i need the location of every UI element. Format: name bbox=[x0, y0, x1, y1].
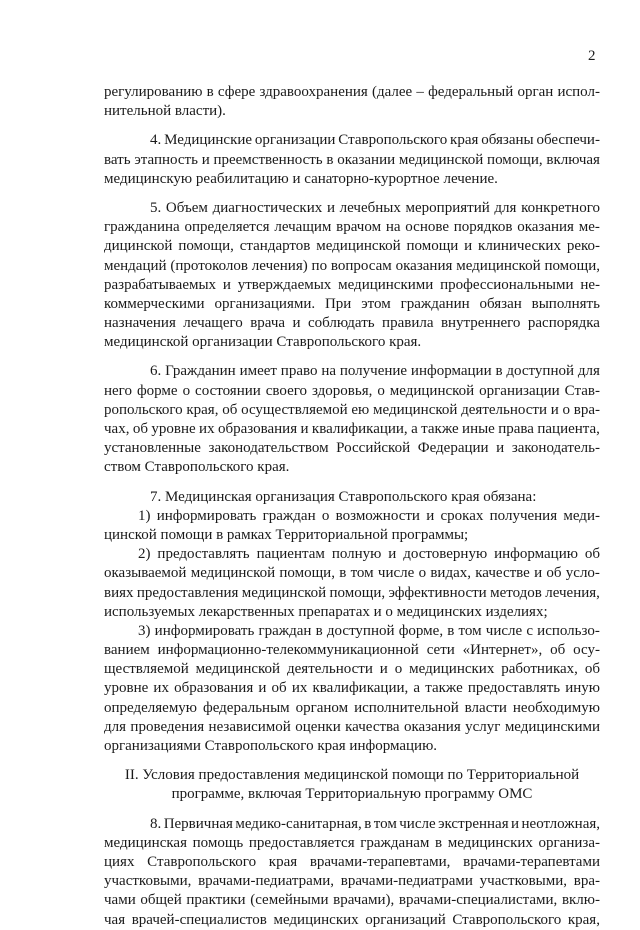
text-line: ропольского края, об осуществляемой ею медицинской деятельности и о вра- bbox=[104, 401, 600, 418]
text-line: нительной власти). bbox=[104, 103, 226, 120]
text-line: него форме о состоянии своего здоровья, о медицинской организации Став- bbox=[104, 382, 600, 399]
paragraph bbox=[104, 83, 600, 121]
text-line: 8. Первичная медико-санитарная, в том числе экстренная и неотложная, bbox=[150, 815, 600, 832]
text-line: цинской помощи в рамках Территориальной программы; bbox=[104, 526, 469, 543]
text-line: виях предоставления медицинской помощи, эффективности методов лечения, bbox=[104, 584, 600, 601]
text-line: установленные законодательством Российской Федерации и законодатель- bbox=[104, 440, 600, 457]
text-line: оказываемой медицинской помощи, в том числе о видах, качестве и об усло- bbox=[104, 565, 600, 582]
text-line: мендаций (протоколов лечения) по вопросам оказания медицинской помощи, bbox=[104, 257, 600, 274]
text-line: для проведения независимой оценки качества оказания услуг медицинскими bbox=[104, 718, 600, 735]
paragraph bbox=[104, 199, 600, 353]
list-item bbox=[104, 507, 600, 545]
heading-line: II. Условия предоставления медицинской помощи по Территориальной bbox=[124, 767, 580, 784]
text-line: 3) информировать граждан в доступной форме, в том числе с использо- bbox=[138, 622, 600, 639]
text-line: разрабатываемых и утверждаемых медицинскими профессиональными не- bbox=[104, 276, 600, 293]
text-line: участковыми, врачами-педиатрами, врачами-педиатрами участковыми, вра- bbox=[104, 873, 600, 890]
text-line: назначения лечащего врача и соблюдать правила внутреннего распорядка bbox=[104, 315, 600, 332]
text-line: используемых лекарственных препаратах и о медицинских изделиях; bbox=[104, 603, 548, 620]
text-line: ществляемой медицинской деятельности и о медицинских работниках, об bbox=[104, 661, 600, 678]
text-line: медицинскую реабилитацию и санаторно-курортное лечение. bbox=[104, 170, 498, 187]
text-line: циях Ставропольского края врачами-терапевтами, врачами-терапевтами bbox=[104, 853, 600, 870]
paragraph bbox=[104, 131, 600, 189]
text-line: ством Ставропольского края. bbox=[104, 459, 290, 476]
text-line: 2) предоставлять пациентам полную и достоверную информацию об bbox=[138, 546, 600, 563]
text-line: 1) информировать граждан о возможности и сроках получения меди- bbox=[138, 507, 600, 524]
text-line: вать этапность и преемственность в оказании медицинской помощи, включая bbox=[104, 151, 600, 168]
text-line: определяемую федеральным органом исполнительной власти необходимую bbox=[104, 699, 600, 716]
text-line: медицинской организации Ставропольского края. bbox=[104, 334, 422, 351]
text-line: 4. Медицинские организации Ставропольского края обязаны обеспечи- bbox=[150, 132, 600, 149]
text-line: медицинская помощь предоставляется гражданам в медицинских организа- bbox=[104, 834, 600, 851]
list-item bbox=[104, 622, 600, 756]
paragraph bbox=[104, 488, 600, 507]
text-line: дицинской помощи, стандартов медицинской помощи и клинических реко- bbox=[104, 238, 600, 255]
page-number: 2 bbox=[588, 48, 596, 64]
paragraph bbox=[104, 362, 600, 477]
list-item bbox=[104, 545, 600, 622]
text-line: 5. Объем диагностических и лечебных мероприятий для конкретного bbox=[150, 199, 600, 216]
text-line: коммерческими организациями. При этом гражданин обязан выполнять bbox=[104, 295, 600, 312]
text-line: чах, об уровне их образования и квалификации, а также иные права пациента, bbox=[104, 421, 600, 437]
text-line: уровне их образования и об их квалификации, а также предоставлять иную bbox=[104, 680, 600, 697]
text-line: регулированию в сфере здравоохранения (далее – федеральный орган испол- bbox=[104, 84, 600, 100]
section-heading bbox=[104, 766, 600, 804]
text-line: гражданина определяется лечащим врачом на основе порядков оказания ме- bbox=[104, 219, 600, 236]
heading-line: программе, включая Территориальную программу ОМС bbox=[171, 786, 533, 803]
paragraph bbox=[104, 815, 600, 930]
text-line: чами общей практики (семейными врачами), врачами-специалистами, вклю- bbox=[104, 892, 600, 909]
text-line: 7. Медицинская организация Ставропольского края обязана: bbox=[150, 488, 537, 505]
text-line: организациями Ставропольского края информацию. bbox=[104, 738, 438, 754]
text-line: 6. Гражданин имеет право на получение информации в доступной для bbox=[150, 363, 600, 380]
text-line: ванием информационно-телекоммуникационной сети «Интернет», об осу- bbox=[104, 642, 600, 659]
text-line: чая врачей-специалистов медицинских организаций Ставропольского края, bbox=[104, 911, 600, 928]
document-body bbox=[104, 83, 600, 930]
